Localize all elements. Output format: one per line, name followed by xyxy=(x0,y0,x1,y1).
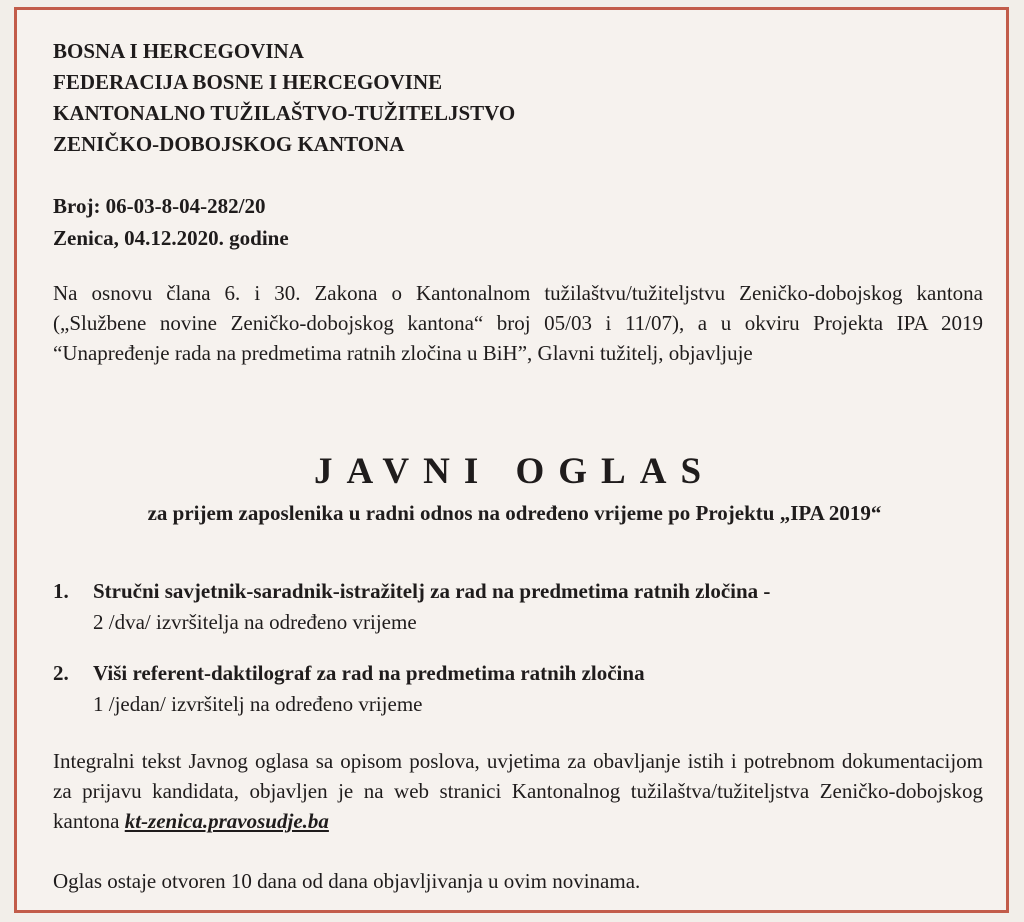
body-paragraph xyxy=(53,746,983,836)
position-content xyxy=(93,576,770,638)
position-detail: 2 /dva/ izvršitelja na određeno vrijeme xyxy=(93,610,417,634)
intro-paragraph: Na osnovu člana 6. i 30. Zakona o Kantonalnom tužilaštvu/tužiteljstvu Zeničko-dobojskog kantona („Službene novine Zeničko-dobojskog kantona“ broj 05/03 i 11/07), a u okviru Projekta IPA 2019 “Unapređenje rada na predmetima ratnih zločina u BiH”, Glavni tužitelj, objavljuje xyxy=(53,281,983,365)
header-line-office: KANTONALNO TUŽILAŠTVO-TUŽITELJSTVO xyxy=(53,101,516,125)
header-line-canton: ZENIČKO-DOBOJSKOG KANTONA xyxy=(53,132,405,156)
document-number: Broj: 06-03-8-04-282/20 xyxy=(53,194,266,218)
position-detail: 1 /jedan/ izvršitelj na određeno vrijeme xyxy=(93,692,423,716)
issuer-header xyxy=(53,36,515,160)
position-title: Stručni savjetnik-saradnik-istražitelj za rad na predmetima ratnih zločina - xyxy=(93,579,771,603)
document-place-date: Zenica, 04.12.2020. godine xyxy=(53,226,289,250)
list-item xyxy=(53,576,983,638)
website-link[interactable]: kt-zenica.pravosudje.ba xyxy=(124,809,329,833)
position-number: 2. xyxy=(53,661,69,685)
document-meta xyxy=(53,190,289,254)
notice-title: JAVNI OGLAS xyxy=(313,451,716,492)
closing-paragraph: Oglas ostaje otvoren 10 dana od dana objavljivanja u ovim novinama. xyxy=(53,869,641,893)
header-line-federation: FEDERACIJA BOSNE I HERCEGOVINE xyxy=(53,70,443,94)
positions-list xyxy=(53,576,983,740)
header-line-country: BOSNA I HERCEGOVINA xyxy=(53,39,304,63)
position-title: Viši referent-daktilograf za rad na predmetima ratnih zločina xyxy=(93,661,645,685)
notice-frame xyxy=(14,7,1009,913)
notice-subtitle: za prijem zaposlenika u radni odnos na određeno vrijeme po Projektu „IPA 2019“ xyxy=(147,501,882,525)
list-item xyxy=(53,658,983,720)
position-number: 1. xyxy=(53,579,69,603)
body-text: Integralni tekst Javnog oglasa sa opisom poslova, uvjetima za obavljanje istih i potrebnom dokumentacijom za prijavu kandidata, objavljen je na web stranici Kantonalnog tužilaštva/tužiteljstva Zeničko-dobojskog kantona xyxy=(53,749,983,833)
position-content xyxy=(93,658,645,720)
